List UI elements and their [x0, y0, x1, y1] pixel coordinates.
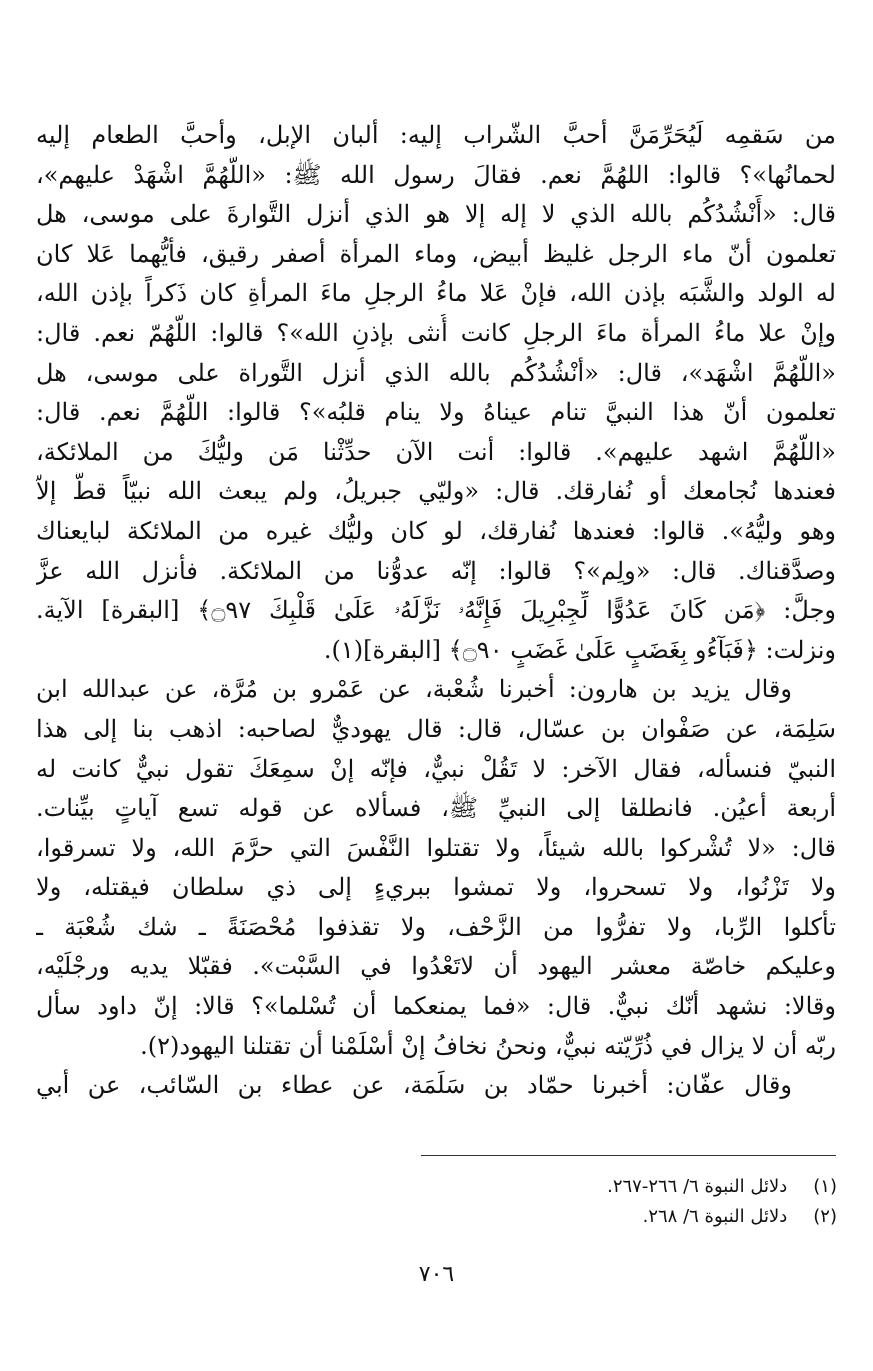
text-line: «اللّهُمَّ اشهد عليهم». قالوا: أنت الآن حدِّثْنا مَن وليُّكَ من الملائكة، [36, 437, 836, 466]
text-line: فعندها نُجامعك أو نُفارقك. قال: «وليّي جبريلُ، ولم يبعث الله نبيّاً قطُّ إلاّ [36, 477, 836, 506]
footnote-text: دلائل النبوة ٦/ ٢٦٨. [642, 1206, 788, 1227]
text-line: تعلمون أنّ ماء الرجل غليظ أبيض، وماء المرأة أصفر رقيق، فأيُّهما عَلا كان [36, 239, 836, 268]
text-line: ولا تَزْنُوا، ولا تسحروا، ولا تمشوا ببريءٍ إلى ذي سلطان فيقتله، ولا [36, 873, 836, 902]
page-number: ٧٠٦ [418, 1262, 455, 1287]
footnote-text: دلائل النبوة ٦/ ٢٦٦-٢٦٧. [607, 1176, 788, 1197]
paragraph-start-line: وقال يزيد بن هارون: أخبرنا شُعْبة، عن عَمْرو بن مُرَّة، عن عبدالله ابن [36, 675, 792, 704]
quran-verse-line: ونزلت: ﴿فَبَآءُو بِغَضَبٍ عَلَىٰ غَضَبٍ ۝٩٠﴾ [البقرة](١). [323, 635, 836, 664]
text-line: تعلمون أنّ هذا النبيَّ تنام عيناهُ ولا ينام قلبُه»؟ قالوا: اللّهُمَّ نعم. قال: [36, 398, 836, 427]
footnote-number: (٢) [813, 1206, 837, 1227]
text-line: من سَقمِه لَيُحَرِّمَنَّ أحبَّ الشّراب إليه: ألبان الإبل، وأحبَّ الطعام إليه [36, 121, 836, 149]
text-line: وإنْ علا ماءُ المرأة ماءَ الرجلِ كانت أُنثى بإذنِ الله»؟ قالوا: اللّهُمّ نعم. قال: [36, 318, 836, 347]
main-text [36, 116, 836, 1106]
text-line: ربّه أن لا يزال في ذُرِّيّته نبيٌّ، ونحنُ نخافُ إنْ أسْلَمْنا أن تقتلنا اليهود(٢). [140, 1031, 836, 1060]
quran-verse-line: وجلَّ: ﴿مَن كَانَ عَدُوًّا لِّجِبْرِيلَ فَإِنَّهُۥ نَزَّلَهُۥ عَلَىٰ قَلْبِكَ ۝٩٧﴾ [البقرة] الآية. [36, 596, 836, 625]
footnote [37, 1172, 837, 1202]
text-line: تأكلوا الرِّبا، ولا تفرُّوا من الزَّحْف، ولا تقذفوا مُحْصَنَةً ـ شك شُعْبَة ـ [36, 912, 836, 941]
text-line: له الولد والشَّبَه بإذن الله، فإنْ عَلا ماءُ الرجلِ ماءَ المرأةِ كان ذَكراً بإذن الله، [36, 279, 836, 308]
text-line: لحمانُها»؟ قالوا: اللهُمَّ نعم. فقالَ رسول الله ﷺ: «اللَّهُمَّ اشْهَدْ عليهم»، [36, 160, 836, 189]
text-line: سَلِمَة، عن صَفْوان بن عسّال، قال: قال يهوديٌّ لصاحبه: اذهب بنا إلى هذا [36, 714, 836, 743]
text-line: قال: «أَنْشُدُكُم بالله الذي لا إله إلا هو الذي أنزل التَّوارةَ على موسى، هل [36, 200, 836, 229]
text-line: وصدَّقناك. قال: «ولِم»؟ قالوا: إنّه عدوُّنا من الملائكة. فأنزل الله عزَّ [36, 556, 836, 585]
text-line: وقالا: نشهد أنّك نبيٌّ. قال: «فما يمنعكما أن تُسْلما»؟ قالا: إنّ داود سأل [36, 992, 836, 1021]
text-line: وعليكم خاصّة معشر اليهود أن لاتَعْدُوا في السَّبْت». فقبّلا يديه ورجْلَيْه، [36, 952, 836, 981]
text-line: أربعة أعيُن. فانطلقا إلى النبيِّ ﷺ، فسألاه عن قوله تسع آياتٍ بيِّنات. [36, 794, 836, 823]
footnotes [37, 1172, 837, 1232]
text-line: «اللّهُمَّ اشْهَد»، قال: «أنْشُدُكُم بالله الذي أنزل التَّوراة على موسى، هل [36, 358, 836, 387]
text-line: النبيّ فنسأله، فقال الآخر: لا تَقُلْ نبيٌّ، فإنّه إنْ سمِعَكَ تقول نبيٌّ كانت له [36, 754, 836, 783]
paragraph-start-line: وقال عفّان: أخبرنا حمّاد بن سَلَمَة، عن عطاء بن السّائب، عن أبي [36, 1071, 792, 1100]
text-line: وهو وليُّهُ». قالوا: فعندها نُفارقك، لو كان وليُّك غيره من الملائكة لبايعناك [36, 516, 836, 545]
footnote-number: (١) [813, 1176, 837, 1197]
text-line: قال: «لا تُشْركوا بالله شيئاً، ولا تقتلوا النَّفْسَ التي حرَّمَ الله، ولا تسرقوا، [36, 833, 836, 862]
footnote-separator [421, 1155, 836, 1156]
footnote [37, 1202, 837, 1232]
